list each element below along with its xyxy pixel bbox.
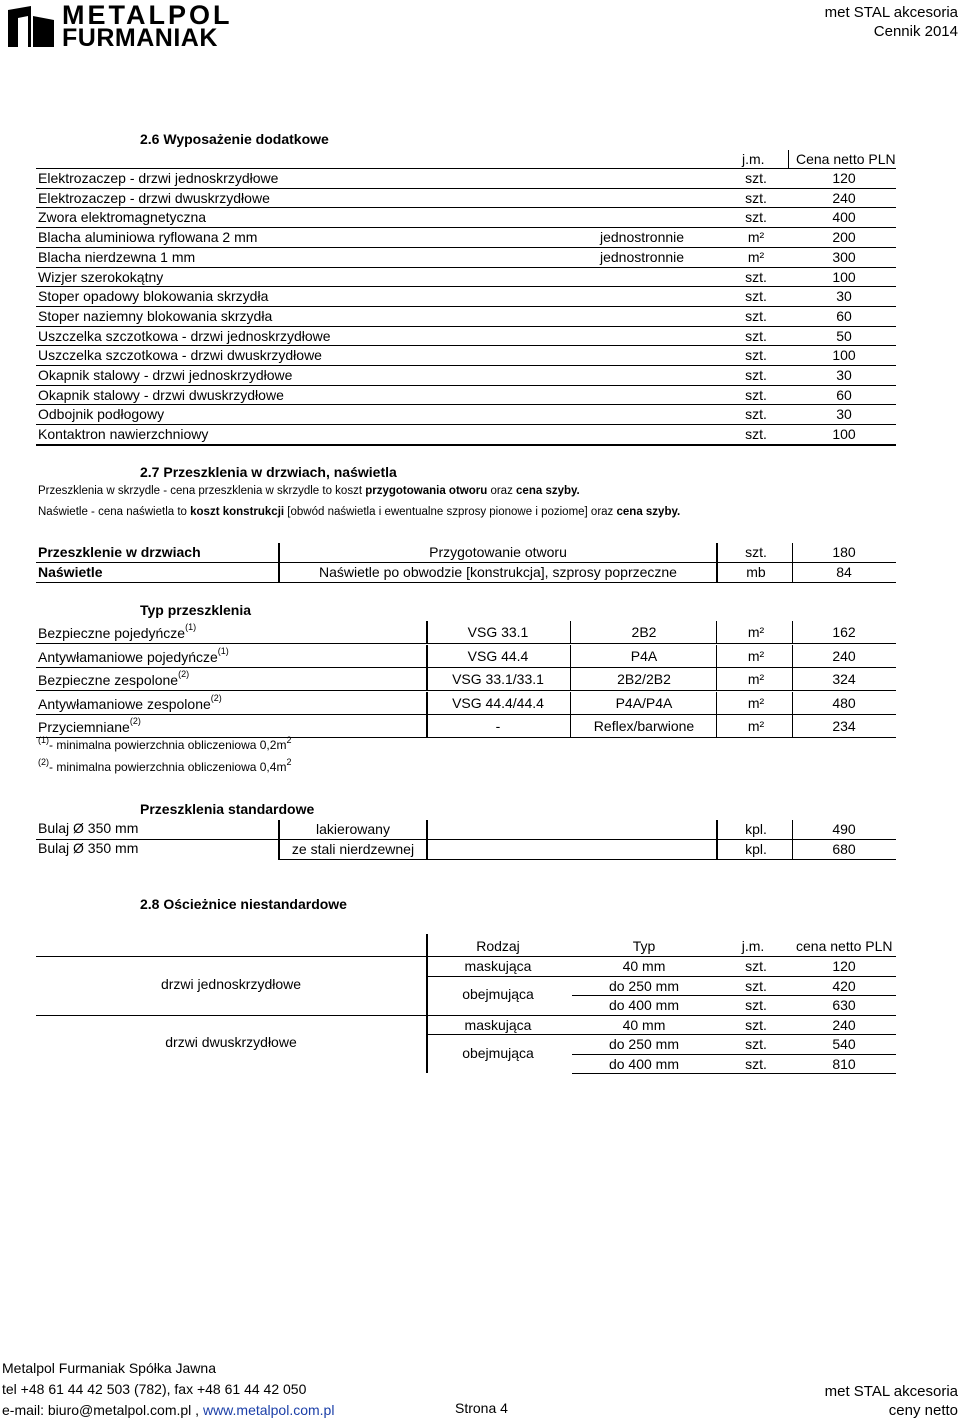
row-note: jednostronnie xyxy=(600,248,685,265)
frames-divider xyxy=(426,956,428,976)
glass-divider xyxy=(426,715,428,737)
glass-name: Bezpieczne pojedyńcze$^{(1)}$ xyxy=(38,622,197,641)
glass-name: Bezpieczne zespolone$^{(2)}$ xyxy=(38,669,190,688)
glass-divider xyxy=(426,645,428,667)
footer-contact xyxy=(2,1402,334,1418)
row-price: 200 xyxy=(832,229,856,246)
std-divider xyxy=(278,840,280,860)
standard-glazing-title: Przeszklenia standardowe xyxy=(140,801,315,817)
row-name: Okapnik stalowy - drzwi jednoskrzydłowe xyxy=(38,367,293,383)
row-unit: szt. xyxy=(745,386,767,403)
frame-unit: szt. xyxy=(745,1055,767,1072)
logo-line1: METALPOL xyxy=(62,0,233,30)
prep-divider xyxy=(716,563,718,582)
glass-divider xyxy=(792,621,793,643)
row-price: 50 xyxy=(836,327,852,344)
glass-name: Antywłamaniowe zespolone$^{(2)}$ xyxy=(38,692,222,712)
glass-price: 480 xyxy=(832,694,856,711)
frame-kind: maskująca xyxy=(464,958,532,974)
row-price: 120 xyxy=(832,170,856,186)
glass-divider xyxy=(716,645,717,667)
row-rule xyxy=(36,326,896,327)
col-kind-header: Rodzaj xyxy=(476,938,520,954)
prep-divider xyxy=(716,543,718,562)
frame-unit: szt. xyxy=(745,977,767,994)
std-name: Bulaj Ø 350 mm xyxy=(38,839,139,856)
std-divider xyxy=(716,840,718,860)
row-price: 60 xyxy=(836,307,852,324)
row-name: Kontaktron nawierzchniowy xyxy=(38,426,209,443)
frame-rule xyxy=(36,1015,896,1016)
std-unit: kpl. xyxy=(745,821,767,837)
std-finish: ze stali nierdzewnej xyxy=(291,840,415,857)
glass-divider xyxy=(716,621,717,643)
glass-divider xyxy=(426,621,428,643)
prep-divider xyxy=(278,543,280,562)
frame-rule xyxy=(428,1034,896,1035)
frame-type: 40 mm xyxy=(622,1016,666,1033)
footer-company: Metalpol Furmaniak Spółka Jawna xyxy=(2,1360,216,1376)
glass-unit: m² xyxy=(747,694,765,711)
glass-divider xyxy=(792,668,793,690)
glass-unit: m² xyxy=(747,647,765,664)
row-rule xyxy=(36,306,896,307)
std-divider xyxy=(792,820,793,840)
std-price: 680 xyxy=(832,840,856,857)
frames-header-rule xyxy=(36,956,896,957)
page-number: Strona 4 xyxy=(455,1400,508,1416)
std-divider xyxy=(278,820,280,840)
prep-name: Naświetle xyxy=(38,564,103,580)
row-price: 240 xyxy=(832,189,856,206)
row-price: 60 xyxy=(836,386,852,403)
row-rule xyxy=(36,424,896,425)
prep-rule xyxy=(36,582,896,583)
row-rule xyxy=(36,207,896,208)
glass-name: Przyciemniane$^{(2)}$ xyxy=(38,716,141,735)
row-rule xyxy=(36,267,896,268)
row-name: Uszczelka szczotkowa - drzwi dwuskrzydłowe xyxy=(38,347,322,364)
std-divider xyxy=(426,840,428,860)
prep-price: 84 xyxy=(836,564,852,580)
footer-title: met STAL akcesoria xyxy=(824,1383,958,1400)
glass-class: Reflex/barwione xyxy=(593,718,695,734)
glass-divider xyxy=(792,645,793,667)
row-unit: m² xyxy=(747,229,765,246)
prep-name: Przeszklenie w drzwiach xyxy=(38,544,201,560)
row-price: 30 xyxy=(836,288,852,305)
frame-unit: szt. xyxy=(745,1036,767,1052)
std-finish: lakierowany xyxy=(316,821,390,837)
row-name: Blacha nierdzewna 1 mm xyxy=(38,248,196,265)
glazing-note-1: Przeszklenia w skrzydle - cena przeszklenia w skrzydle to koszt przygotowania otworu oraz cena szyby. xyxy=(38,485,580,497)
table-top-rule xyxy=(36,168,896,169)
prep-unit: mb xyxy=(746,564,766,580)
frame-price: 630 xyxy=(832,997,856,1013)
frame-price: 240 xyxy=(832,1016,856,1033)
section-2-8-title: 2.8 Ościeżnice niestandardowe xyxy=(140,896,347,912)
col-unit-header: j.m. xyxy=(742,151,765,167)
row-rule xyxy=(36,345,896,346)
frame-unit: szt. xyxy=(745,1016,767,1033)
row-unit: szt. xyxy=(745,170,767,186)
row-rule xyxy=(36,385,896,386)
frame-price: 810 xyxy=(832,1055,856,1072)
row-unit: szt. xyxy=(745,209,767,226)
col-unit-header-2: j.m. xyxy=(741,938,765,954)
row-rule xyxy=(36,404,896,405)
prep-divider xyxy=(792,543,793,562)
glass-class: 2B2/2B2 xyxy=(617,671,671,687)
frame-type: 40 mm xyxy=(622,958,666,974)
glass-code: VSG 44.4 xyxy=(467,647,529,664)
glass-divider xyxy=(792,715,793,737)
row-price: 100 xyxy=(832,268,856,285)
frames-divider xyxy=(426,1015,428,1035)
glass-divider xyxy=(570,668,571,690)
glazing-note-2: Naświetle - cena naświetla to koszt konstrukcji [obwód naświetla i ewentualne szprosy pionowe i poziome] oraz cena szyby. xyxy=(38,506,681,518)
row-unit: szt. xyxy=(745,347,767,364)
glass-class: P4A xyxy=(630,647,658,664)
col-price-header: Cena netto PLN xyxy=(796,151,896,167)
glass-name: Antywłamaniowe pojedyńcze$^{(1)}$ xyxy=(38,645,229,665)
frame-group-1: drzwi jednoskrzydłowe xyxy=(160,976,302,992)
row-price: 100 xyxy=(832,347,856,364)
std-name: Bulaj Ø 350 mm xyxy=(38,820,139,836)
prep-divider xyxy=(792,563,793,582)
row-price: 400 xyxy=(832,209,856,226)
glass-divider xyxy=(716,692,717,714)
row-note: jednostronnie xyxy=(600,229,685,246)
glass-divider xyxy=(716,715,717,737)
frame-unit: szt. xyxy=(745,997,767,1013)
std-unit: kpl. xyxy=(745,840,767,857)
glass-unit: m² xyxy=(747,671,765,687)
footnote-1: $^{(1)}$- minimalna powierzchnia obliczeniowa $0,2m^2$ xyxy=(38,735,292,752)
row-unit: m² xyxy=(747,248,765,265)
frame-rule xyxy=(572,1054,896,1055)
glass-divider xyxy=(570,715,571,737)
frame-unit: szt. xyxy=(745,958,767,974)
glass-rule xyxy=(36,714,896,715)
frame-price: 420 xyxy=(832,977,856,994)
row-unit: szt. xyxy=(745,327,767,344)
prep-divider xyxy=(278,563,280,582)
glass-code: VSG 33.1/33.1 xyxy=(452,671,544,687)
row-unit: szt. xyxy=(745,367,767,383)
footnote-2: $^{(2)}$- minimalna powierzchnia obliczeniowa $0,4m^2$ xyxy=(38,757,292,774)
glass-divider xyxy=(570,692,571,714)
glass-unit: m² xyxy=(747,718,765,734)
row-rule xyxy=(36,444,896,446)
footer-subtitle: ceny netto xyxy=(888,1402,958,1419)
glass-price: 234 xyxy=(832,718,856,734)
header-divider xyxy=(788,150,789,168)
footer-phone: tel +48 61 44 42 503 (782), fax +48 61 44 42 050 xyxy=(2,1381,307,1397)
row-name: Stoper opadowy blokowania skrzydła xyxy=(38,288,269,305)
glass-code: - xyxy=(495,718,501,734)
row-rule xyxy=(36,227,896,228)
glass-unit: m² xyxy=(747,624,765,640)
col-price-header-2: cena netto PLN xyxy=(796,938,893,954)
metalpol-logo-icon xyxy=(6,4,56,49)
glass-price: 324 xyxy=(832,671,856,687)
row-name: Elektrozaczep - drzwi jednoskrzydłowe xyxy=(38,170,279,186)
row-unit: szt. xyxy=(745,406,767,423)
frame-kind: obejmująca xyxy=(462,986,534,1002)
glass-price: 162 xyxy=(832,624,856,640)
row-price: 100 xyxy=(832,426,856,443)
glass-divider xyxy=(570,621,571,643)
std-price: 490 xyxy=(832,821,856,837)
row-name: Odbojnik podłogowy xyxy=(38,406,165,423)
frame-price: 120 xyxy=(832,958,856,974)
prep-rule xyxy=(36,562,896,563)
row-name: Uszczelka szczotkowa - drzwi jednoskrzydłowe xyxy=(38,327,331,344)
frame-rule xyxy=(428,976,896,977)
frame-kind: obejmująca xyxy=(462,1044,534,1061)
row-rule xyxy=(36,247,896,248)
std-divider xyxy=(792,840,793,860)
row-name: Blacha aluminiowa ryflowana 2 mm xyxy=(38,229,258,246)
frames-divider xyxy=(426,1034,428,1054)
glass-code: VSG 33.1 xyxy=(467,624,529,640)
footer-www-link[interactable]: www.metalpol.com.pl xyxy=(202,1402,335,1418)
footer-email: e-mail: biuro@metalpol.com.pl , xyxy=(2,1402,203,1418)
frame-rule xyxy=(572,1073,896,1074)
glass-code: VSG 44.4/44.4 xyxy=(452,694,544,711)
glass-divider xyxy=(426,668,428,690)
row-name: Stoper naziemny blokowania skrzydła xyxy=(38,307,273,324)
row-rule xyxy=(36,188,896,189)
frames-divider xyxy=(426,976,428,996)
row-rule xyxy=(36,286,896,287)
glass-rule xyxy=(36,690,896,691)
row-price: 30 xyxy=(836,367,852,383)
section-2-7-title: 2.7 Przeszklenia w drzwiach, naświetla xyxy=(140,464,397,480)
row-name: Okapnik stalowy - drzwi dwuskrzydłowe xyxy=(38,386,284,403)
glass-class: 2B2 xyxy=(631,624,657,640)
glass-divider xyxy=(716,668,717,690)
prep-desc: Przygotowanie otworu xyxy=(429,544,567,560)
header-subtitle: Cennik 2014 xyxy=(873,23,958,40)
row-rule xyxy=(36,365,896,366)
glass-divider xyxy=(570,645,571,667)
row-price: 30 xyxy=(836,406,852,423)
std-rule xyxy=(36,839,278,840)
row-unit: szt. xyxy=(745,426,767,443)
prep-unit: szt. xyxy=(745,544,767,560)
row-name: Elektrozaczep - drzwi dwuskrzydłowe xyxy=(38,189,270,206)
row-name: Zwora elektromagnetyczna xyxy=(38,209,207,226)
glass-class: P4A/P4A xyxy=(615,694,673,711)
row-price: 300 xyxy=(832,248,856,265)
header-title: met STAL akcesoria xyxy=(824,4,958,21)
frame-price: 540 xyxy=(832,1036,856,1052)
std-divider xyxy=(426,820,428,840)
frame-group-2: drzwi dwuskrzydłowe xyxy=(165,1034,297,1050)
prep-price: 180 xyxy=(832,544,856,560)
logo-line2: FURMANIAK xyxy=(62,24,218,52)
frame-kind: maskująca xyxy=(464,1016,532,1033)
frames-divider xyxy=(426,934,428,956)
frames-divider xyxy=(426,995,428,1015)
frame-type: do 400 mm xyxy=(608,1055,680,1072)
frame-type: do 250 mm xyxy=(608,1036,680,1052)
glass-price: 240 xyxy=(832,647,856,664)
frame-type: do 400 mm xyxy=(608,997,680,1013)
row-name: Wizjer szerokokątny xyxy=(38,268,164,285)
section-2-6-title: 2.6 Wyposażenie dodatkowe xyxy=(140,131,329,147)
glass-divider xyxy=(792,692,793,714)
row-unit: szt. xyxy=(745,268,767,285)
prep-desc: Naświetle po obwodzie [konstrukcja], szprosy poprzeczne xyxy=(319,564,677,580)
glass-type-title: Typ przeszklenia xyxy=(140,602,252,618)
row-unit: szt. xyxy=(745,288,767,305)
col-type-header: Typ xyxy=(632,938,656,954)
row-unit: szt. xyxy=(745,307,767,324)
std-divider xyxy=(716,820,718,840)
glass-rule xyxy=(36,667,896,668)
glass-rule xyxy=(36,643,896,644)
glass-divider xyxy=(426,692,428,714)
frames-divider xyxy=(426,1054,428,1074)
std-rule xyxy=(280,859,896,860)
frame-rule xyxy=(572,995,896,996)
frame-type: do 250 mm xyxy=(608,977,680,994)
row-unit: szt. xyxy=(745,189,767,206)
